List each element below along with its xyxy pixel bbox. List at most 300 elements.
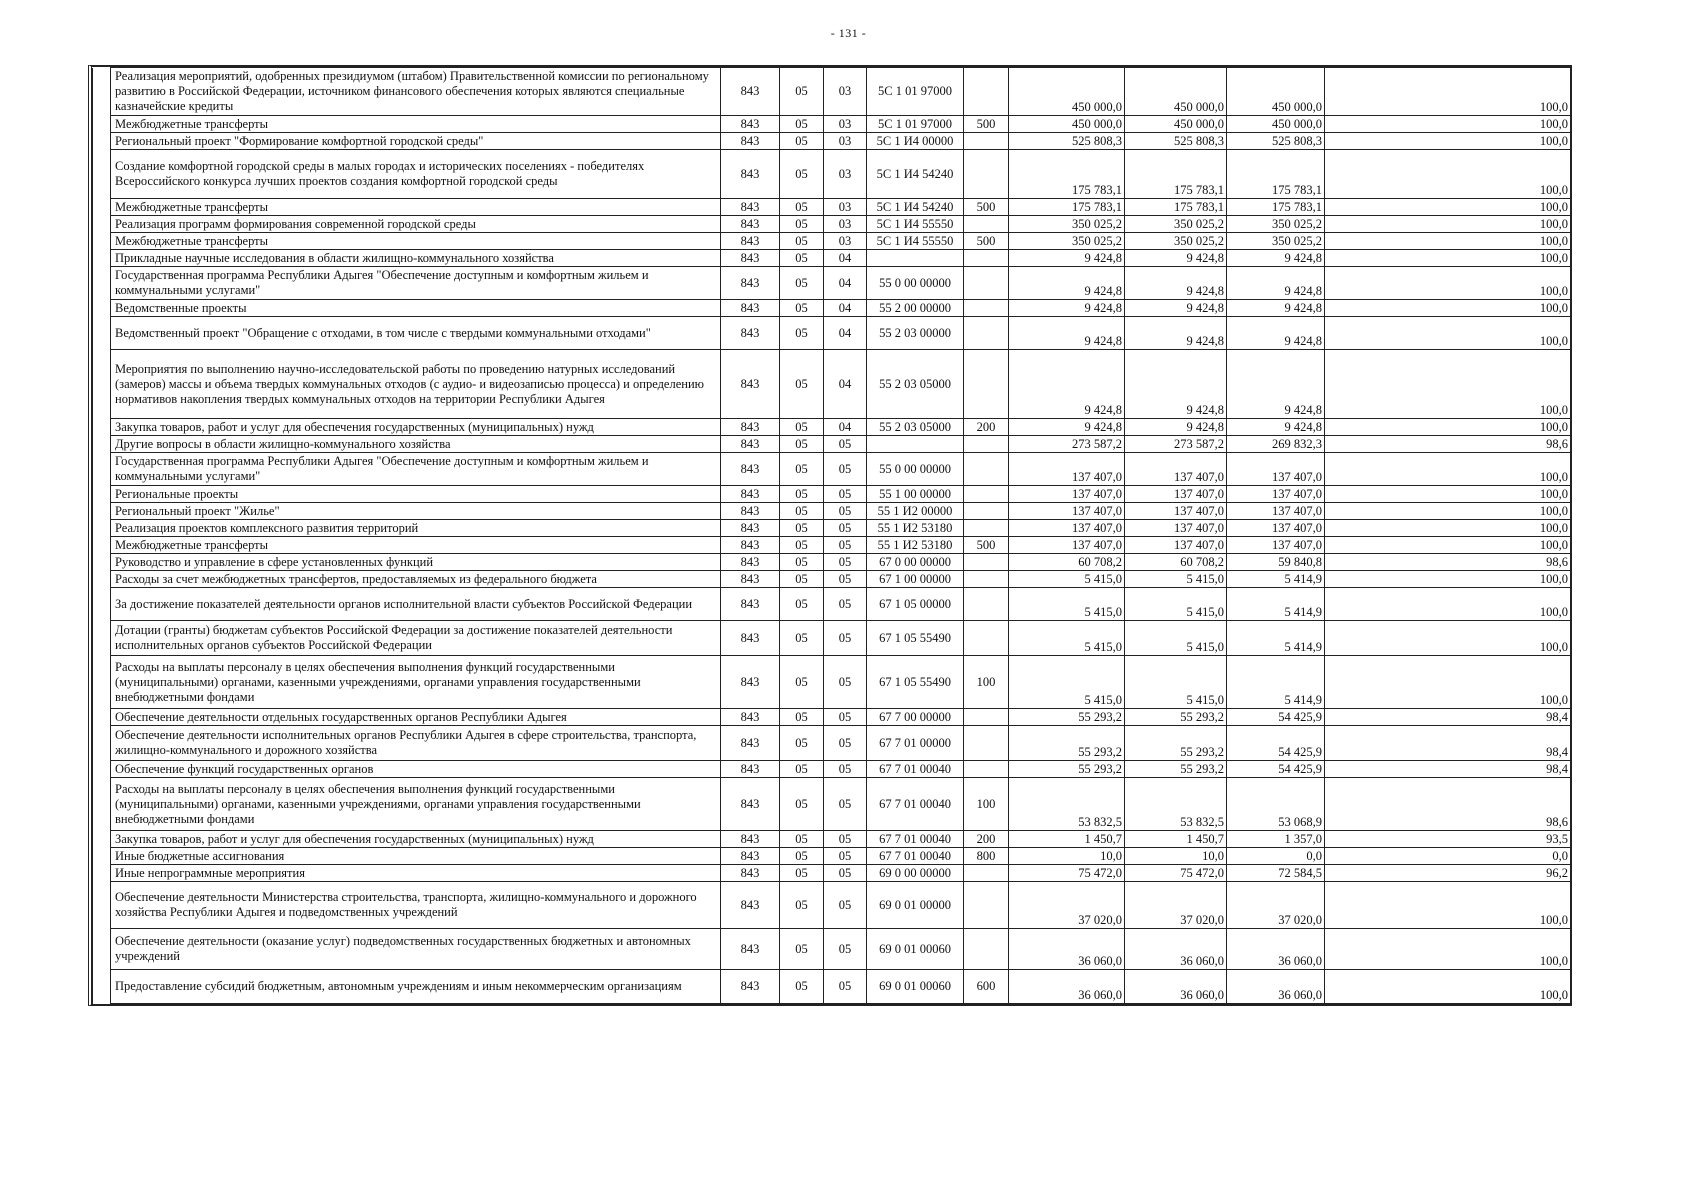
subsection-code: 05	[824, 453, 867, 486]
subsection-code: 05	[824, 436, 867, 453]
table-row	[93, 133, 1571, 150]
row-gutter	[93, 865, 111, 882]
target-article-code: 55 0 00 00000	[867, 453, 964, 486]
plan-amount: 55 293,2	[1009, 761, 1125, 778]
row-name: Межбюджетные трансферты	[111, 537, 721, 554]
section-code: 05	[780, 267, 824, 300]
execution-percent: 100,0	[1325, 588, 1571, 621]
plan-amount: 273 587,2	[1009, 436, 1125, 453]
executed-amount: 9 424,8	[1227, 300, 1325, 317]
expense-type-code: 100	[964, 778, 1009, 831]
row-gutter	[93, 486, 111, 503]
execution-percent: 100,0	[1325, 199, 1571, 216]
table-body	[93, 68, 1571, 1004]
expense-type-code: 500	[964, 537, 1009, 554]
target-article-code: 55 2 00 00000	[867, 300, 964, 317]
adjusted-amount: 137 407,0	[1125, 537, 1227, 554]
executed-amount: 137 407,0	[1227, 453, 1325, 486]
table-row	[93, 216, 1571, 233]
adjusted-amount: 36 060,0	[1125, 929, 1227, 970]
plan-amount: 55 293,2	[1009, 726, 1125, 761]
row-name: Руководство и управление в сфере установленных функций	[111, 554, 721, 571]
subsection-code: 03	[824, 216, 867, 233]
target-article-code	[867, 436, 964, 453]
row-name: Дотации (гранты) бюджетам субъектов Российской Федерации за достижение показателей деятельности исполнительных органов субъектов Российской Федерации	[111, 621, 721, 656]
expense-type-code	[964, 929, 1009, 970]
target-article-code: 55 1 И2 53180	[867, 537, 964, 554]
execution-percent: 100,0	[1325, 317, 1571, 350]
execution-percent: 100,0	[1325, 621, 1571, 656]
adjusted-amount: 137 407,0	[1125, 486, 1227, 503]
table-row	[93, 486, 1571, 503]
subsection-code: 04	[824, 267, 867, 300]
expense-type-code	[964, 453, 1009, 486]
subsection-code: 04	[824, 419, 867, 436]
target-article-code: 55 0 00 00000	[867, 267, 964, 300]
execution-percent: 100,0	[1325, 300, 1571, 317]
grbs-code: 843	[721, 150, 780, 199]
adjusted-amount: 137 407,0	[1125, 503, 1227, 520]
subsection-code: 05	[824, 778, 867, 831]
plan-amount: 5 415,0	[1009, 571, 1125, 588]
execution-percent: 100,0	[1325, 656, 1571, 709]
grbs-code: 843	[721, 709, 780, 726]
table-row	[93, 778, 1571, 831]
grbs-code: 843	[721, 350, 780, 419]
expense-type-code	[964, 571, 1009, 588]
executed-amount: 137 407,0	[1227, 503, 1325, 520]
row-gutter	[93, 216, 111, 233]
expense-type-code: 600	[964, 970, 1009, 1004]
grbs-code: 843	[721, 656, 780, 709]
plan-amount: 350 025,2	[1009, 233, 1125, 250]
table-row	[93, 68, 1571, 116]
subsection-code: 05	[824, 621, 867, 656]
row-name: Реализация программ формирования современной городской среды	[111, 216, 721, 233]
execution-percent: 100,0	[1325, 486, 1571, 503]
execution-percent: 100,0	[1325, 350, 1571, 419]
execution-percent: 100,0	[1325, 453, 1571, 486]
table-row	[93, 116, 1571, 133]
grbs-code: 843	[721, 68, 780, 116]
plan-amount: 137 407,0	[1009, 520, 1125, 537]
target-article-code: 67 1 05 00000	[867, 588, 964, 621]
plan-amount: 9 424,8	[1009, 317, 1125, 350]
adjusted-amount: 10,0	[1125, 848, 1227, 865]
row-name: Закупка товаров, работ и услуг для обеспечения государственных (муниципальных) нужд	[111, 419, 721, 436]
table-row	[93, 150, 1571, 199]
grbs-code: 843	[721, 453, 780, 486]
execution-percent: 100,0	[1325, 503, 1571, 520]
table-row	[93, 503, 1571, 520]
section-code: 05	[780, 588, 824, 621]
subsection-code: 05	[824, 865, 867, 882]
executed-amount: 350 025,2	[1227, 233, 1325, 250]
row-gutter	[93, 571, 111, 588]
adjusted-amount: 9 424,8	[1125, 350, 1227, 419]
subsection-code: 05	[824, 970, 867, 1004]
grbs-code: 843	[721, 848, 780, 865]
row-name: Создание комфортной городской среды в малых городах и исторических поселениях - победителях Всероссийского конкурса лучших проектов создания комфортной городской среды	[111, 150, 721, 199]
adjusted-amount: 350 025,2	[1125, 216, 1227, 233]
row-name: Расходы на выплаты персоналу в целях обеспечения выполнения функций государственными (муниципальными) органами, казенными учреждениями, органами управления государственными внебюджетными фондами	[111, 656, 721, 709]
expense-type-code	[964, 588, 1009, 621]
target-article-code: 67 7 01 00040	[867, 778, 964, 831]
executed-amount: 269 832,3	[1227, 436, 1325, 453]
target-article-code: 69 0 01 00000	[867, 882, 964, 929]
expense-type-code	[964, 709, 1009, 726]
execution-percent: 98,4	[1325, 726, 1571, 761]
grbs-code: 843	[721, 882, 780, 929]
plan-amount: 10,0	[1009, 848, 1125, 865]
row-gutter	[93, 831, 111, 848]
plan-amount: 5 415,0	[1009, 656, 1125, 709]
execution-percent: 98,4	[1325, 709, 1571, 726]
table-row	[93, 453, 1571, 486]
table-row	[93, 250, 1571, 267]
executed-amount: 53 068,9	[1227, 778, 1325, 831]
adjusted-amount: 450 000,0	[1125, 116, 1227, 133]
table-row	[93, 520, 1571, 537]
subsection-code: 05	[824, 929, 867, 970]
adjusted-amount: 9 424,8	[1125, 300, 1227, 317]
row-name: Предоставление субсидий бюджетным, автономным учреждениям и иным некоммерческим организациям	[111, 970, 721, 1004]
executed-amount: 5 414,9	[1227, 621, 1325, 656]
plan-amount: 5 415,0	[1009, 588, 1125, 621]
subsection-code: 04	[824, 317, 867, 350]
target-article-code: 67 7 01 00040	[867, 831, 964, 848]
row-gutter	[93, 150, 111, 199]
target-article-code: 67 1 00 00000	[867, 571, 964, 588]
row-gutter	[93, 520, 111, 537]
section-code: 05	[780, 761, 824, 778]
plan-amount: 36 060,0	[1009, 970, 1125, 1004]
row-name: Государственная программа Республики Адыгея "Обеспечение доступным и комфортным жильем и коммунальными услугами"	[111, 267, 721, 300]
adjusted-amount: 60 708,2	[1125, 554, 1227, 571]
grbs-code: 843	[721, 761, 780, 778]
row-name: Другие вопросы в области жилищно-коммунального хозяйства	[111, 436, 721, 453]
execution-percent: 100,0	[1325, 571, 1571, 588]
row-gutter	[93, 588, 111, 621]
adjusted-amount: 175 783,1	[1125, 199, 1227, 216]
row-gutter	[93, 656, 111, 709]
plan-amount: 55 293,2	[1009, 709, 1125, 726]
table-row	[93, 317, 1571, 350]
plan-amount: 36 060,0	[1009, 929, 1125, 970]
expense-type-code: 200	[964, 831, 1009, 848]
grbs-code: 843	[721, 831, 780, 848]
expense-type-code: 500	[964, 116, 1009, 133]
plan-amount: 53 832,5	[1009, 778, 1125, 831]
adjusted-amount: 55 293,2	[1125, 709, 1227, 726]
row-name: Иные непрограммные мероприятия	[111, 865, 721, 882]
section-code: 05	[780, 571, 824, 588]
table-row	[93, 761, 1571, 778]
table-row	[93, 865, 1571, 882]
section-code: 05	[780, 150, 824, 199]
row-name: Государственная программа Республики Адыгея "Обеспечение доступным и комфортным жильем и коммунальными услугами"	[111, 453, 721, 486]
expense-type-code	[964, 150, 1009, 199]
expense-type-code	[964, 300, 1009, 317]
section-code: 05	[780, 436, 824, 453]
target-article-code: 67 7 01 00040	[867, 848, 964, 865]
plan-amount: 60 708,2	[1009, 554, 1125, 571]
subsection-code: 04	[824, 250, 867, 267]
execution-percent: 96,2	[1325, 865, 1571, 882]
execution-percent: 100,0	[1325, 233, 1571, 250]
execution-percent: 98,6	[1325, 778, 1571, 831]
section-code: 05	[780, 848, 824, 865]
table-row	[93, 300, 1571, 317]
grbs-code: 843	[721, 199, 780, 216]
executed-amount: 72 584,5	[1227, 865, 1325, 882]
execution-percent: 93,5	[1325, 831, 1571, 848]
grbs-code: 843	[721, 436, 780, 453]
target-article-code: 55 2 03 00000	[867, 317, 964, 350]
executed-amount: 175 783,1	[1227, 150, 1325, 199]
execution-percent: 100,0	[1325, 133, 1571, 150]
row-gutter	[93, 778, 111, 831]
subsection-code: 04	[824, 350, 867, 419]
section-code: 05	[780, 199, 824, 216]
table-row	[93, 419, 1571, 436]
subsection-code: 05	[824, 848, 867, 865]
row-gutter	[93, 621, 111, 656]
adjusted-amount: 450 000,0	[1125, 68, 1227, 116]
expense-type-code	[964, 503, 1009, 520]
executed-amount: 36 060,0	[1227, 929, 1325, 970]
adjusted-amount: 5 415,0	[1125, 656, 1227, 709]
subsection-code: 05	[824, 831, 867, 848]
row-name: Ведомственные проекты	[111, 300, 721, 317]
target-article-code: 67 0 00 00000	[867, 554, 964, 571]
executed-amount: 36 060,0	[1227, 970, 1325, 1004]
plan-amount: 175 783,1	[1009, 199, 1125, 216]
plan-amount: 137 407,0	[1009, 537, 1125, 554]
execution-percent: 100,0	[1325, 970, 1571, 1004]
target-article-code: 5С 1 И4 55550	[867, 216, 964, 233]
expense-type-code	[964, 267, 1009, 300]
execution-percent: 100,0	[1325, 267, 1571, 300]
execution-percent: 98,4	[1325, 761, 1571, 778]
executed-amount: 5 414,9	[1227, 588, 1325, 621]
budget-expenditure-table	[92, 67, 1571, 1004]
section-code: 05	[780, 486, 824, 503]
target-article-code: 67 7 00 00000	[867, 709, 964, 726]
table-row	[93, 267, 1571, 300]
row-gutter	[93, 554, 111, 571]
section-code: 05	[780, 970, 824, 1004]
execution-percent: 100,0	[1325, 68, 1571, 116]
row-name: Реализация проектов комплексного развития территорий	[111, 520, 721, 537]
row-gutter	[93, 761, 111, 778]
target-article-code: 5С 1 01 97000	[867, 68, 964, 116]
section-code: 05	[780, 419, 824, 436]
target-article-code: 55 1 00 00000	[867, 486, 964, 503]
section-code: 05	[780, 68, 824, 116]
grbs-code: 843	[721, 233, 780, 250]
table-row	[93, 709, 1571, 726]
table-row	[93, 656, 1571, 709]
adjusted-amount: 53 832,5	[1125, 778, 1227, 831]
target-article-code: 5С 1 01 97000	[867, 116, 964, 133]
grbs-code: 843	[721, 537, 780, 554]
table-row	[93, 199, 1571, 216]
executed-amount: 54 425,9	[1227, 761, 1325, 778]
table-row	[93, 621, 1571, 656]
expense-type-code: 500	[964, 199, 1009, 216]
grbs-code: 843	[721, 865, 780, 882]
table-row	[93, 554, 1571, 571]
section-code: 05	[780, 882, 824, 929]
row-gutter	[93, 503, 111, 520]
section-code: 05	[780, 233, 824, 250]
adjusted-amount: 1 450,7	[1125, 831, 1227, 848]
expense-type-code	[964, 436, 1009, 453]
table-row	[93, 571, 1571, 588]
plan-amount: 9 424,8	[1009, 350, 1125, 419]
execution-percent: 100,0	[1325, 537, 1571, 554]
plan-amount: 1 450,7	[1009, 831, 1125, 848]
executed-amount: 1 357,0	[1227, 831, 1325, 848]
row-gutter	[93, 68, 111, 116]
target-article-code: 67 1 05 55490	[867, 621, 964, 656]
section-code: 05	[780, 865, 824, 882]
target-article-code: 69 0 01 00060	[867, 929, 964, 970]
grbs-code: 843	[721, 317, 780, 350]
table-row	[93, 929, 1571, 970]
adjusted-amount: 9 424,8	[1125, 267, 1227, 300]
plan-amount: 9 424,8	[1009, 419, 1125, 436]
row-name: Обеспечение деятельности отдельных государственных органов Республики Адыгея	[111, 709, 721, 726]
expense-type-code	[964, 554, 1009, 571]
expense-type-code	[964, 350, 1009, 419]
target-article-code: 69 0 00 00000	[867, 865, 964, 882]
table-row	[93, 831, 1571, 848]
adjusted-amount: 137 407,0	[1125, 453, 1227, 486]
subsection-code: 03	[824, 150, 867, 199]
adjusted-amount: 55 293,2	[1125, 761, 1227, 778]
plan-amount: 137 407,0	[1009, 453, 1125, 486]
expense-type-code: 200	[964, 419, 1009, 436]
execution-percent: 100,0	[1325, 520, 1571, 537]
table-row	[93, 350, 1571, 419]
row-name: Ведомственный проект "Обращение с отходами, в том числе с твердыми коммунальными отходами"	[111, 317, 721, 350]
row-name: Обеспечение деятельности исполнительных органов Республики Адыгея в сфере строительства, транспорта, жилищно-коммунального и дорожного хозяйства	[111, 726, 721, 761]
executed-amount: 450 000,0	[1227, 116, 1325, 133]
expense-type-code	[964, 520, 1009, 537]
row-gutter	[93, 350, 111, 419]
execution-percent: 98,6	[1325, 436, 1571, 453]
row-name: Региональный проект "Формирование комфортной городской среды"	[111, 133, 721, 150]
plan-amount: 450 000,0	[1009, 68, 1125, 116]
section-code: 05	[780, 554, 824, 571]
expense-type-code	[964, 621, 1009, 656]
row-name: Межбюджетные трансферты	[111, 116, 721, 133]
row-name: Прикладные научные исследования в области жилищно-коммунального хозяйства	[111, 250, 721, 267]
row-name: Расходы за счет межбюджетных трансфертов, предоставляемых из федерального бюджета	[111, 571, 721, 588]
row-name: Реализация мероприятий, одобренных президиумом (штабом) Правительственной комиссии по региональному развитию в Российской Федерации, источником финансового обеспечения которых являются специальные казначейские кредиты	[111, 68, 721, 116]
executed-amount: 9 424,8	[1227, 350, 1325, 419]
row-gutter	[93, 419, 111, 436]
subsection-code: 05	[824, 571, 867, 588]
subsection-code: 03	[824, 133, 867, 150]
table-row	[93, 537, 1571, 554]
executed-amount: 59 840,8	[1227, 554, 1325, 571]
expense-type-code: 100	[964, 656, 1009, 709]
section-code: 05	[780, 300, 824, 317]
grbs-code: 843	[721, 970, 780, 1004]
execution-percent: 100,0	[1325, 250, 1571, 267]
target-article-code	[867, 250, 964, 267]
executed-amount: 137 407,0	[1227, 486, 1325, 503]
adjusted-amount: 137 407,0	[1125, 520, 1227, 537]
grbs-code: 843	[721, 116, 780, 133]
executed-amount: 0,0	[1227, 848, 1325, 865]
executed-amount: 350 025,2	[1227, 216, 1325, 233]
plan-amount: 137 407,0	[1009, 486, 1125, 503]
plan-amount: 9 424,8	[1009, 300, 1125, 317]
section-code: 05	[780, 250, 824, 267]
row-gutter	[93, 709, 111, 726]
section-code: 05	[780, 453, 824, 486]
grbs-code: 843	[721, 267, 780, 300]
section-code: 05	[780, 709, 824, 726]
table-row	[93, 233, 1571, 250]
expense-type-code: 800	[964, 848, 1009, 865]
expense-type-code	[964, 250, 1009, 267]
section-code: 05	[780, 656, 824, 709]
expense-type-code: 500	[964, 233, 1009, 250]
plan-amount: 525 808,3	[1009, 133, 1125, 150]
subsection-code: 05	[824, 520, 867, 537]
grbs-code: 843	[721, 621, 780, 656]
section-code: 05	[780, 929, 824, 970]
row-gutter	[93, 970, 111, 1004]
adjusted-amount: 525 808,3	[1125, 133, 1227, 150]
adjusted-amount: 75 472,0	[1125, 865, 1227, 882]
grbs-code: 843	[721, 778, 780, 831]
adjusted-amount: 9 424,8	[1125, 419, 1227, 436]
expense-type-code	[964, 68, 1009, 116]
target-article-code: 55 1 И2 53180	[867, 520, 964, 537]
row-gutter	[93, 317, 111, 350]
row-name: Обеспечение деятельности (оказание услуг) подведомственных государственных бюджетных и автономных учреждений	[111, 929, 721, 970]
subsection-code: 03	[824, 68, 867, 116]
target-article-code: 69 0 01 00060	[867, 970, 964, 1004]
target-article-code: 5С 1 И4 55550	[867, 233, 964, 250]
target-article-code: 67 1 05 55490	[867, 656, 964, 709]
subsection-code: 03	[824, 199, 867, 216]
execution-percent: 100,0	[1325, 419, 1571, 436]
adjusted-amount: 273 587,2	[1125, 436, 1227, 453]
plan-amount: 37 020,0	[1009, 882, 1125, 929]
subsection-code: 05	[824, 761, 867, 778]
subsection-code: 03	[824, 233, 867, 250]
target-article-code: 55 2 03 05000	[867, 419, 964, 436]
subsection-code: 05	[824, 588, 867, 621]
row-name: Обеспечение функций государственных органов	[111, 761, 721, 778]
adjusted-amount: 36 060,0	[1125, 970, 1227, 1004]
section-code: 05	[780, 537, 824, 554]
executed-amount: 9 424,8	[1227, 317, 1325, 350]
adjusted-amount: 5 415,0	[1125, 621, 1227, 656]
adjusted-amount: 37 020,0	[1125, 882, 1227, 929]
section-code: 05	[780, 621, 824, 656]
table-row	[93, 970, 1571, 1004]
target-article-code: 5С 1 И4 00000	[867, 133, 964, 150]
target-article-code: 55 1 И2 00000	[867, 503, 964, 520]
